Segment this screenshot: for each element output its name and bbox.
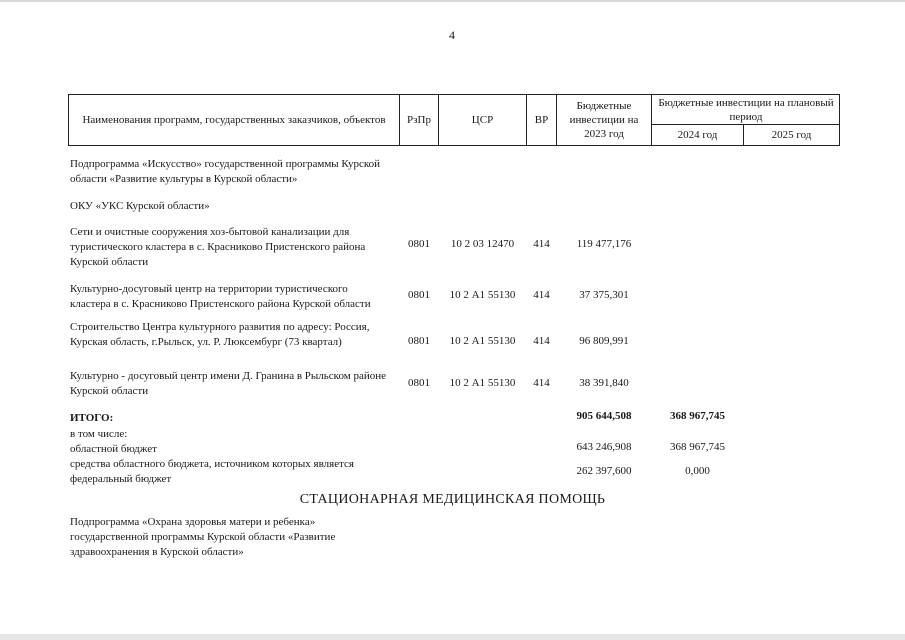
row-4-amount-2023: 38 391,840 [579, 377, 629, 389]
row-3-name: Строительство Центра культурного развития по адресу: Россия, Курская область, г.Рыльск, ул. Р. Люксембург (73 квартал) [70, 321, 370, 348]
including-label: в том числе: [70, 428, 128, 440]
header-csr: ЦСР [471, 114, 494, 126]
totals-2024: 368 967,745 [670, 410, 725, 422]
header-investments-2023: Бюджетные инвестиции на 2023 год [569, 100, 639, 140]
scan-top-edge [0, 0, 905, 2]
row-4-rzpr: 0801 [408, 377, 430, 389]
federal-funds-2023: 262 397,600 [576, 465, 632, 477]
totals-label: ИТОГО: [70, 412, 114, 424]
totals-2023: 905 644,508 [576, 410, 632, 422]
row-1-vr: 414 [533, 238, 550, 250]
row-1-csr: 10 2 03 12470 [450, 238, 515, 250]
header-year-2024: 2024 год [677, 129, 718, 141]
row-3-rzpr: 0801 [408, 335, 430, 347]
row-1-name: Сети и очистные сооружения хоз-бытовой канализации для туристического кластера в с. Красниково Пристенского района Курской области [70, 226, 366, 268]
header-vr: ВР [534, 114, 549, 126]
header-bottom-border [68, 145, 840, 146]
section-heading: СТАЦИОНАРНАЯ МЕДИЦИНСКАЯ ПОМОЩЬ [299, 492, 606, 507]
row-2-vr: 414 [533, 289, 550, 301]
header-border-4 [556, 94, 557, 146]
row-4-csr: 10 2 А1 55130 [449, 377, 516, 389]
row-1-amount-2023: 119 477,176 [576, 238, 632, 250]
row-1-rzpr: 0801 [408, 238, 430, 250]
subprogram-healthcare: Подпрограмма «Охрана здоровья матери и ребенка» государственной программы Курской области «Развитие здравоохранения в Курской области» [70, 516, 336, 558]
row-4-vr: 414 [533, 377, 550, 389]
federal-funds-2024: 0,000 [685, 465, 710, 477]
customer-name: ОКУ «УКС Курской области» [70, 200, 210, 212]
row-3-vr: 414 [533, 335, 550, 347]
header-planned-period: Бюджетные инвестиции на плановый период [658, 96, 834, 123]
scan-bottom-edge [0, 634, 905, 640]
row-2-name: Культурно-досуговый центр на территории туристического кластера в с. Красниково Пристенского района Курской области [70, 283, 371, 310]
federal-funds-label: средства областного бюджета, источником которых является федеральный бюджет [70, 458, 354, 485]
header-border-right [839, 94, 840, 146]
row-2-amount-2023: 37 375,301 [579, 289, 629, 301]
page-number: 4 [449, 28, 455, 42]
row-3-csr: 10 2 А1 55130 [449, 335, 516, 347]
regional-budget-2023: 643 246,908 [576, 441, 632, 453]
header-name-col: Наименования программ, государственных заказчиков, объектов [82, 114, 386, 126]
header-year-2025: 2025 год [771, 129, 812, 141]
regional-budget-2024: 368 967,745 [670, 441, 725, 453]
row-2-csr: 10 2 А1 55130 [449, 289, 516, 301]
row-2-rzpr: 0801 [408, 289, 430, 301]
header-rzpr: РзПр [407, 114, 431, 126]
regional-budget-label: областной бюджет [70, 443, 157, 455]
row-4-name: Культурно - досуговый центр имени Д. Гранина в Рыльском районе Курской области [70, 370, 387, 397]
subprogram-culture: Подпрограмма «Искусство» государственной программы Курской области «Развитие культуры в Курской области» [70, 158, 380, 185]
row-3-amount-2023: 96 809,991 [579, 335, 629, 347]
